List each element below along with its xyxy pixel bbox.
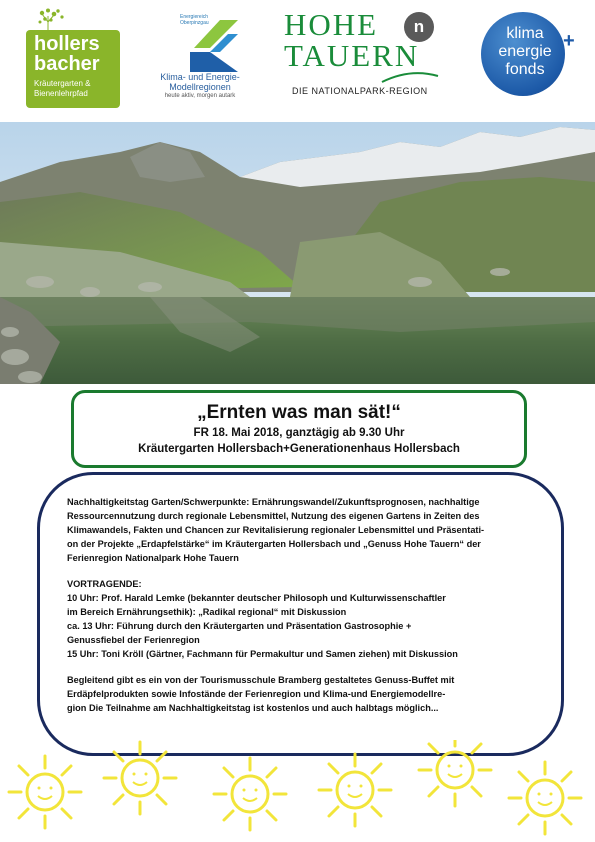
- hollersbacher-line2: bacher: [34, 53, 100, 75]
- hohe-tauern-subtitle: DIE NATIONALPARK-REGION: [292, 86, 428, 96]
- hollersbacher-line1: hollers: [34, 33, 100, 55]
- hohe-tauern-line1: HOHE: [284, 7, 379, 42]
- event-date: FR 18. Mai 2018, ganztägig ab 9.30 Uhr: [193, 427, 405, 439]
- kem-line1: Klima- und Energie-: [160, 72, 240, 82]
- sun-icon: [9, 756, 81, 828]
- sun-icon: [319, 754, 391, 826]
- hollersbacher-badge: [26, 30, 120, 108]
- mountain-lake-photo: [0, 122, 595, 384]
- sun-decoration: [0, 740, 595, 842]
- swoosh-icon: [380, 70, 440, 84]
- intro-line: Klimawandels, Fakten und Chancen zur Revitalisierung regionaler Lebensmittel und Präsentati-: [67, 525, 485, 535]
- intro-line: Ressourcennutzung durch regionale Lebensmittel, Nutzung des eigenen Gartens in Zeiten des: [67, 511, 480, 521]
- kem-line2: Modellregionen: [169, 82, 231, 92]
- intro-line: Nachhaltigkeitstag Garten/Schwerpunkte: Ernährungswandel/Zukunftsprognosen, nachhaltige: [67, 497, 480, 507]
- event-location: Kräutergarten Hollersbach+Generationenhaus Hollersbach: [138, 443, 460, 455]
- intro-line: on der Projekte „Erdapfelstärke“ im Kräutergarten Hollersbach und „Genuss Hohe Tauern“ der: [67, 539, 481, 549]
- kef-line1: klima: [506, 25, 544, 42]
- mountain-lake-image: [0, 122, 595, 384]
- sun-icon: [509, 762, 581, 834]
- closing-line: Begleitend gibt es ein von der Tourismusschule Bramberg gestaltetes Genuss-Buffet mit: [67, 675, 455, 685]
- hollersbacher-line4: Bienenlehrpfad: [34, 89, 88, 98]
- kem-region-line1: Energiereich: [180, 14, 209, 20]
- speaker-line: 10 Uhr: Prof. Harald Lemke (bekannter deutscher Philosoph und Kulturwissenschaftler: [67, 593, 446, 603]
- logo-bar: [0, 0, 595, 118]
- kef-line3: fonds: [505, 61, 545, 78]
- speakers-heading: VORTRAGENDE:: [67, 579, 142, 589]
- kem-slogan: heute aktiv, morgen autark: [164, 93, 236, 99]
- event-details-box: [37, 472, 564, 756]
- closing-line: gion Die Teilnahme am Nachhaltigkeitstag ist kostenlos und auch halbtags möglich...: [67, 703, 439, 713]
- speaker-line: Genussfiebel der Ferienregion: [67, 635, 200, 645]
- hollersbacher-logo: [26, 8, 120, 108]
- hollersbacher-line3: Kräutergarten &: [34, 79, 91, 88]
- hohe-tauern-line2: TAUERN: [284, 38, 420, 73]
- sun-icon: [214, 758, 286, 830]
- speaker-line: ca. 13 Uhr: Führung durch den Kräutergarten und Präsentation Gastrosophie +: [67, 621, 412, 631]
- event-title: „Ernten was man sät!“: [197, 402, 401, 423]
- dandelion-icon: [36, 8, 76, 30]
- kem-region-line2: Oberpinzgau: [180, 20, 209, 26]
- kem-region-label: [180, 14, 250, 26]
- hohe-tauern-badge: n: [404, 12, 434, 42]
- intro-line: Ferienregion Nationalpark Hohe Tauern: [67, 553, 239, 563]
- klima-energie-fonds-logo: [481, 12, 575, 102]
- speaker-line: im Bereich Ernährungsethik): „Radikal regional“ mit Diskussion: [67, 607, 347, 617]
- sun-icon: [104, 742, 176, 814]
- sun-icon: [419, 740, 491, 806]
- hohe-tauern-logo: [284, 8, 454, 108]
- event-title-box: [71, 390, 527, 468]
- kef-line2: energie: [498, 43, 552, 60]
- speaker-line: 15 Uhr: Toni Kröll (Gärtner, Fachmann für Permakultur und Samen ziehen) mit Diskussion: [67, 649, 458, 659]
- kem-logo: [140, 10, 260, 110]
- closing-line: Erdäpfelprodukten sowie Infostände der Ferienregion und Klima-und Energiemodellre-: [67, 689, 446, 699]
- kef-plus: +: [563, 30, 575, 52]
